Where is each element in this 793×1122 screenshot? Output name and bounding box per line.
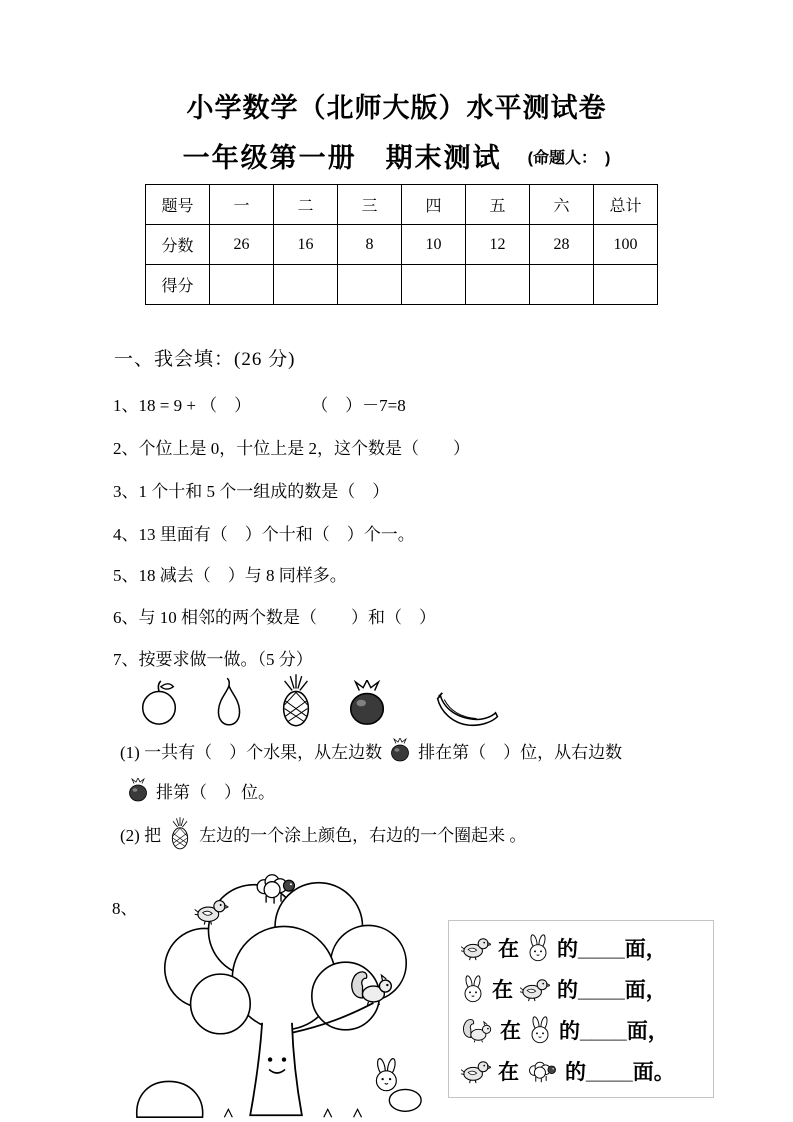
position-panel: [448, 920, 714, 1098]
cell-section-1: 一: [210, 185, 274, 225]
q7-sub2-text-a: (2) 把: [120, 825, 162, 845]
cell-earned-4: [402, 265, 466, 305]
cell-total-label: 总计: [594, 185, 658, 225]
cell-points-5: 12: [466, 225, 530, 265]
question-7-sub-1-line-1: [120, 738, 622, 763]
question-8-label: 8、: [112, 899, 138, 918]
q7-sub1-text-a: (1) 一共有（ ）个水果，从左边数: [120, 743, 383, 762]
q7-sub2-text-b: 左边的一个涂上颜色，右边的一个圈起来 。: [199, 825, 527, 845]
row-2-mid: 在: [492, 978, 513, 1002]
score-table-points-row: [146, 225, 658, 265]
tree-trunk: [250, 1023, 302, 1115]
cell-earned-5: [466, 265, 530, 305]
cell-section-2: 二: [274, 185, 338, 225]
cell-points-total: 100: [594, 225, 658, 265]
row-1-tail: 的____面，: [557, 937, 667, 961]
cell-earned-total: [594, 265, 658, 305]
row-3-tail: 的____面，: [559, 1019, 669, 1043]
position-row-3: [461, 1015, 701, 1045]
row-1-mid: 在: [498, 937, 519, 961]
q7-sub1-text-b: 排在第（ ）位，从右边数: [418, 743, 623, 762]
banana-icon: [436, 690, 500, 728]
paper-subtitle: 一年级第一册 期末测试: [182, 143, 502, 173]
bush: [137, 1081, 203, 1117]
cell-section-4: 四: [402, 185, 466, 225]
cell-points-6: 28: [530, 225, 594, 265]
fruit-illustration-row: [136, 672, 500, 728]
trunk-face-eye: [282, 1057, 286, 1061]
sheep-icon: [526, 1058, 558, 1083]
bird-icon: [461, 935, 491, 961]
cell-earned-1: [210, 265, 274, 305]
row-4-tail: 的____面。: [565, 1060, 675, 1084]
tree-scene-illustration: [125, 868, 443, 1120]
cell-earned-2: [274, 265, 338, 305]
q7-sub1-text-c: 排第（ ）位。: [156, 783, 275, 802]
score-table-earned-row: [146, 265, 658, 305]
dark-round-fruit-icon: [344, 680, 390, 728]
rabbit-body: [389, 1089, 421, 1111]
apple-icon: [136, 678, 182, 728]
cell-points-label: 分数: [146, 225, 210, 265]
cell-points-4: 10: [402, 225, 466, 265]
cell-question-number-label: 题号: [146, 185, 210, 225]
dark-round-fruit-icon: [388, 738, 412, 763]
question-7-sub-1-line-2: [120, 778, 275, 803]
row-4-mid: 在: [498, 1060, 519, 1084]
cell-earned-label: 得分: [146, 265, 210, 305]
rabbit-icon: [376, 1058, 396, 1091]
cell-points-1: 26: [210, 225, 274, 265]
question-6: 6、与 10 相邻的两个数是（ ）和（ ）: [113, 608, 436, 627]
position-row-4: [461, 1056, 701, 1086]
question-4: 4、13 里面有（ ）个十和（ ）个一。: [113, 525, 415, 544]
cell-points-3: 8: [338, 225, 402, 265]
section-1-heading: 一、我会填：(26 分): [114, 349, 296, 370]
cell-section-6: 六: [530, 185, 594, 225]
rabbit-icon: [461, 975, 485, 1003]
question-2: 2、个位上是 0，十位上是 2，这个数是（ ）: [113, 439, 470, 458]
question-7: 7、按要求做一做。（5 分）: [113, 650, 313, 669]
question-1: [113, 391, 406, 416]
pear-icon: [210, 676, 248, 728]
rabbit-icon: [526, 934, 550, 962]
row-3-mid: 在: [500, 1019, 521, 1043]
position-row-2: [461, 974, 701, 1004]
bird-icon: [461, 1058, 491, 1084]
score-table: [145, 184, 658, 305]
question-5: 5、18 减去（ ）与 8 同样多。: [113, 566, 347, 585]
examiner-note: (命题人： ): [527, 150, 611, 167]
trunk-face-eye: [268, 1057, 272, 1061]
question-3: 3、1 个十和 5 个一组成的数是（ ）: [113, 482, 390, 501]
row-2-tail: 的____面，: [557, 978, 667, 1002]
tree-foliage: [165, 883, 406, 1034]
squirrel-icon: [461, 1017, 493, 1043]
paper-title: 小学数学（北师大版）水平测试卷: [186, 93, 607, 123]
cell-earned-6: [530, 265, 594, 305]
question-1-part-b: （ ）－7=8: [311, 396, 406, 415]
paper-subtitle-row: [0, 136, 793, 175]
dark-round-fruit-icon: [126, 778, 150, 803]
question-1-part-a: 1、18 = 9 + （ ）: [113, 396, 252, 415]
rabbit-icon: [528, 1016, 552, 1044]
question-7-sub-2: [120, 816, 526, 850]
cell-section-5: 五: [466, 185, 530, 225]
bird-icon: [520, 976, 550, 1002]
cell-points-2: 16: [274, 225, 338, 265]
position-row-1: [461, 933, 701, 963]
score-table-header-row: [146, 185, 658, 225]
pineapple-icon: [167, 816, 193, 850]
cell-earned-3: [338, 265, 402, 305]
pineapple-icon: [276, 672, 316, 728]
cell-section-3: 三: [338, 185, 402, 225]
